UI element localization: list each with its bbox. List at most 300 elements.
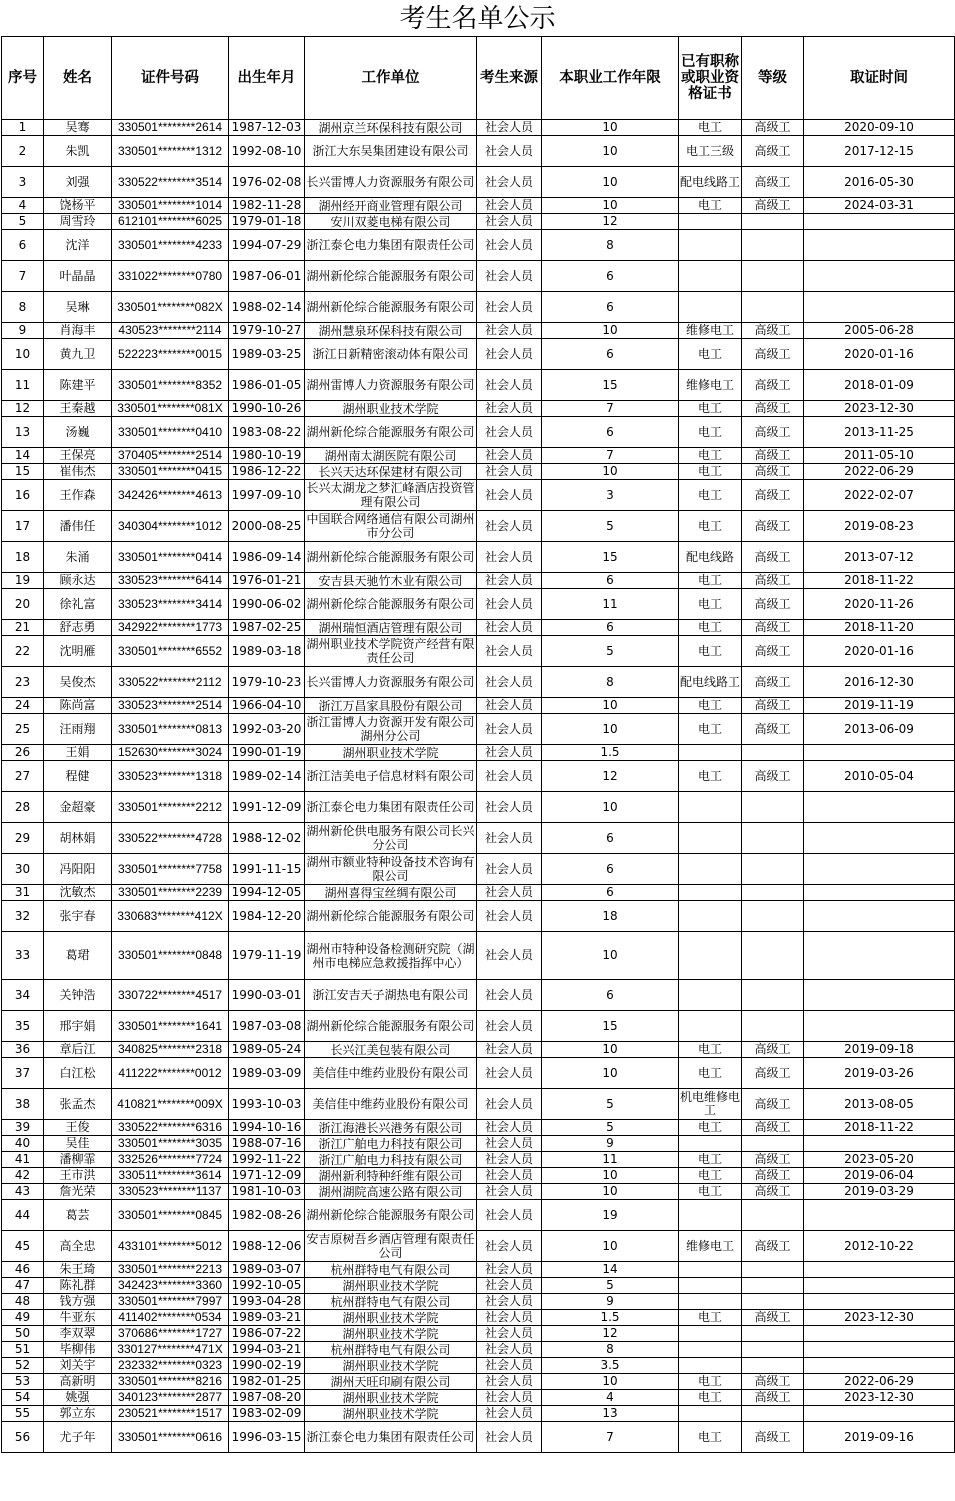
level-cell: 高级工 bbox=[742, 417, 804, 448]
id-number-cell: 230521********1517 bbox=[112, 1406, 229, 1422]
name-cell: 顾永达 bbox=[44, 573, 112, 589]
row-number: 22 bbox=[2, 636, 44, 667]
cert-date-cell bbox=[804, 901, 955, 932]
certificate-cell bbox=[679, 230, 742, 261]
source-cell: 社会人员 bbox=[477, 1089, 542, 1120]
name-cell: 郭立东 bbox=[44, 1406, 112, 1422]
certificate-cell: 电工 bbox=[679, 1058, 742, 1089]
name-cell: 吴佳 bbox=[44, 1136, 112, 1152]
certificate-cell: 电工 bbox=[679, 198, 742, 214]
work-years-cell: 6 bbox=[542, 261, 679, 292]
level-cell bbox=[742, 854, 804, 885]
name-cell: 吴俊杰 bbox=[44, 667, 112, 698]
level-cell bbox=[742, 901, 804, 932]
row-number: 20 bbox=[2, 589, 44, 620]
birth-date-cell: 1976-01-21 bbox=[229, 573, 305, 589]
work-years-cell: 13 bbox=[542, 1406, 679, 1422]
id-number-cell: 330501********4233 bbox=[112, 230, 229, 261]
work-unit-cell: 湖州新伦综合能源服务有限公司 bbox=[305, 1011, 477, 1042]
birth-date-cell: 1990-06-02 bbox=[229, 589, 305, 620]
work-years-cell: 1.5 bbox=[542, 745, 679, 761]
cert-date-cell: 2023-12-30 bbox=[804, 1310, 955, 1326]
birth-date-cell: 1989-03-21 bbox=[229, 1310, 305, 1326]
id-number-cell: 330722********4517 bbox=[112, 980, 229, 1011]
row-number: 7 bbox=[2, 261, 44, 292]
id-number-cell: 522223********0015 bbox=[112, 339, 229, 370]
birth-date-cell: 1992-11-22 bbox=[229, 1152, 305, 1168]
certificate-cell: 电工 bbox=[679, 1152, 742, 1168]
name-cell: 王俊 bbox=[44, 1120, 112, 1136]
table-row bbox=[2, 636, 955, 667]
name-cell: 王秦越 bbox=[44, 401, 112, 417]
level-cell bbox=[742, 745, 804, 761]
level-cell: 高级工 bbox=[742, 636, 804, 667]
row-number: 54 bbox=[2, 1390, 44, 1406]
table-row bbox=[2, 1184, 955, 1200]
work-years-cell: 10 bbox=[542, 714, 679, 745]
row-number: 38 bbox=[2, 1089, 44, 1120]
work-unit-cell: 长兴雷博人力资源服务有限公司 bbox=[305, 167, 477, 198]
row-number: 21 bbox=[2, 620, 44, 636]
certificate-cell: 电工 bbox=[679, 480, 742, 511]
id-number-cell: 433101********5012 bbox=[112, 1231, 229, 1262]
work-unit-cell: 湖州职业技术学院 bbox=[305, 1390, 477, 1406]
work-unit-cell: 浙江广舶电力科技有限公司 bbox=[305, 1152, 477, 1168]
source-cell: 社会人员 bbox=[477, 1342, 542, 1358]
row-number: 55 bbox=[2, 1406, 44, 1422]
work-unit-cell: 湖州职业技术学院 bbox=[305, 1358, 477, 1374]
level-cell: 高级工 bbox=[742, 1089, 804, 1120]
work-unit-cell: 湖州职业技术学院 bbox=[305, 1326, 477, 1342]
name-cell: 刘关宇 bbox=[44, 1358, 112, 1374]
table-row bbox=[2, 589, 955, 620]
id-number-cell: 342423********3360 bbox=[112, 1278, 229, 1294]
row-number: 48 bbox=[2, 1294, 44, 1310]
source-cell: 社会人员 bbox=[477, 714, 542, 745]
work-unit-cell: 湖州新利特种纤维有限公司 bbox=[305, 1168, 477, 1184]
birth-date-cell: 1979-01-18 bbox=[229, 214, 305, 230]
cert-date-cell bbox=[804, 1326, 955, 1342]
cert-date-cell: 2020-01-16 bbox=[804, 339, 955, 370]
id-number-cell: 330501********0415 bbox=[112, 464, 229, 480]
id-number-cell: 430523********2114 bbox=[112, 323, 229, 339]
work-unit-cell: 湖州职业技术学院 bbox=[305, 401, 477, 417]
work-unit-cell: 中国联合网络通信有限公司湖州市分公司 bbox=[306, 512, 475, 540]
name-cell: 高全忠 bbox=[44, 1231, 112, 1262]
id-number-cell: 330501********8352 bbox=[112, 370, 229, 401]
work-unit-cell: 长兴天达环保建材有限公司 bbox=[305, 464, 477, 480]
name-cell: 吴骞 bbox=[44, 120, 112, 136]
cert-date-cell: 2022-06-29 bbox=[804, 464, 955, 480]
row-number: 56 bbox=[2, 1422, 44, 1453]
source-cell: 社会人员 bbox=[477, 1278, 542, 1294]
name-cell: 王娟 bbox=[44, 745, 112, 761]
id-number-cell: 330501********0616 bbox=[112, 1422, 229, 1453]
name-cell: 周雪玲 bbox=[44, 214, 112, 230]
level-cell bbox=[742, 1326, 804, 1342]
work-years-cell: 10 bbox=[542, 1374, 679, 1390]
birth-date-cell: 1981-10-03 bbox=[229, 1184, 305, 1200]
table-row bbox=[2, 620, 955, 636]
source-cell: 社会人员 bbox=[477, 480, 542, 511]
table-row bbox=[2, 401, 955, 417]
table-row bbox=[2, 464, 955, 480]
work-unit-cell: 安吉县天驰竹木业有限公司 bbox=[305, 573, 477, 589]
work-years-cell: 6 bbox=[542, 620, 679, 636]
table-row bbox=[2, 1136, 955, 1152]
source-cell: 社会人员 bbox=[477, 230, 542, 261]
certificate-cell bbox=[679, 1358, 742, 1374]
birth-date-cell: 1994-10-16 bbox=[229, 1120, 305, 1136]
id-number-cell: 330501********3035 bbox=[112, 1136, 229, 1152]
source-cell: 社会人员 bbox=[477, 932, 542, 980]
birth-date-cell: 1992-10-05 bbox=[229, 1278, 305, 1294]
table-row bbox=[2, 323, 955, 339]
work-unit-cell: 浙江泰仑电力集团有限责任公司 bbox=[305, 792, 477, 823]
row-number: 49 bbox=[2, 1310, 44, 1326]
birth-date-cell: 1988-12-02 bbox=[229, 823, 305, 854]
work-unit-cell: 安吉原树吾乡酒店管理有限责任公司 bbox=[306, 1232, 475, 1260]
level-cell: 高级工 bbox=[742, 1168, 804, 1184]
certificate-cell bbox=[679, 901, 742, 932]
level-cell: 高级工 bbox=[742, 480, 804, 511]
source-cell: 社会人员 bbox=[477, 1294, 542, 1310]
level-cell bbox=[742, 1358, 804, 1374]
work-unit-cell: 湖州新伦综合能源服务有限公司 bbox=[305, 417, 477, 448]
work-years-cell: 10 bbox=[542, 1168, 679, 1184]
cert-date-cell bbox=[804, 854, 955, 885]
work-unit-cell: 湖州南太湖医院有限公司 bbox=[305, 448, 477, 464]
work-unit-cell: 湖州职业技术学院 bbox=[305, 1406, 477, 1422]
level-cell bbox=[742, 1200, 804, 1231]
cert-date-cell bbox=[804, 1278, 955, 1294]
cert-date-cell: 2024-03-31 bbox=[804, 198, 955, 214]
source-cell: 社会人员 bbox=[477, 636, 542, 667]
work-years-cell: 9 bbox=[542, 1294, 679, 1310]
name-cell: 王保亮 bbox=[44, 448, 112, 464]
row-number: 30 bbox=[2, 854, 44, 885]
work-unit-cell: 湖州新伦综合能源服务有限公司 bbox=[305, 292, 477, 323]
level-cell: 高级工 bbox=[742, 339, 804, 370]
work-years-cell: 5 bbox=[542, 511, 679, 542]
id-number-cell: 410821********009X bbox=[112, 1089, 229, 1120]
name-cell: 姚强 bbox=[44, 1390, 112, 1406]
certificate-cell: 配电线路工 bbox=[679, 667, 742, 698]
certificate-cell: 电工 bbox=[679, 1184, 742, 1200]
work-years-cell: 7 bbox=[542, 448, 679, 464]
work-years-cell: 10 bbox=[542, 932, 679, 980]
source-cell: 社会人员 bbox=[477, 1422, 542, 1453]
table-row bbox=[2, 480, 955, 511]
source-cell: 社会人员 bbox=[477, 1011, 542, 1042]
certificate-cell bbox=[679, 1278, 742, 1294]
birth-date-cell: 1983-02-09 bbox=[229, 1406, 305, 1422]
name-cell: 陈建平 bbox=[44, 370, 112, 401]
work-unit-cell: 湖州职业技术学院 bbox=[305, 745, 477, 761]
level-cell bbox=[742, 261, 804, 292]
work-unit-cell: 长兴雷博人力资源服务有限公司 bbox=[305, 667, 477, 698]
source-cell: 社会人员 bbox=[477, 761, 542, 792]
header-cell: 本职业工作年限 bbox=[542, 37, 679, 120]
cert-date-cell: 2022-06-29 bbox=[804, 1374, 955, 1390]
birth-date-cell: 1990-03-01 bbox=[229, 980, 305, 1011]
work-unit-cell: 浙江万昌家具股份有限公司 bbox=[305, 698, 477, 714]
cert-date-cell bbox=[804, 261, 955, 292]
row-number: 19 bbox=[2, 573, 44, 589]
row-number: 45 bbox=[2, 1231, 44, 1262]
name-cell: 舒志勇 bbox=[44, 620, 112, 636]
id-number-cell: 342922********1773 bbox=[112, 620, 229, 636]
name-cell: 汪雨翔 bbox=[44, 714, 112, 745]
table-row bbox=[2, 854, 955, 885]
certificate-cell: 维修电工 bbox=[679, 1231, 742, 1262]
source-cell: 社会人员 bbox=[477, 667, 542, 698]
level-cell bbox=[742, 1278, 804, 1294]
work-unit-cell: 浙江安吉天子湖热电有限公司 bbox=[305, 980, 477, 1011]
certificate-cell: 维修电工 bbox=[679, 370, 742, 401]
table-row bbox=[2, 1278, 955, 1294]
name-cell: 冯阳阳 bbox=[44, 854, 112, 885]
id-number-cell: 332526********7724 bbox=[112, 1152, 229, 1168]
cert-date-cell bbox=[804, 230, 955, 261]
id-number-cell: 232332********0323 bbox=[112, 1358, 229, 1374]
name-cell: 关钟浩 bbox=[44, 980, 112, 1011]
cert-date-cell bbox=[804, 1358, 955, 1374]
birth-date-cell: 1997-09-10 bbox=[229, 480, 305, 511]
certificate-cell bbox=[679, 1326, 742, 1342]
certificate-cell: 电工 bbox=[679, 698, 742, 714]
id-number-cell: 370686********1727 bbox=[112, 1326, 229, 1342]
row-number: 41 bbox=[2, 1152, 44, 1168]
source-cell: 社会人员 bbox=[477, 198, 542, 214]
id-number-cell: 340825********2318 bbox=[112, 1042, 229, 1058]
work-unit-cell: 浙江泰仑电力集团有限责任公司 bbox=[305, 230, 477, 261]
birth-date-cell: 1980-10-19 bbox=[229, 448, 305, 464]
table-row bbox=[2, 120, 955, 136]
cert-date-cell bbox=[804, 1200, 955, 1231]
work-unit-cell: 浙江洁美电子信息材料有限公司 bbox=[305, 761, 477, 792]
cert-date-cell: 2020-01-16 bbox=[804, 636, 955, 667]
id-number-cell: 330523********6414 bbox=[112, 573, 229, 589]
row-number: 15 bbox=[2, 464, 44, 480]
source-cell: 社会人员 bbox=[477, 370, 542, 401]
birth-date-cell: 1982-11-28 bbox=[229, 198, 305, 214]
source-cell: 社会人员 bbox=[477, 980, 542, 1011]
cert-date-cell bbox=[804, 932, 955, 980]
id-number-cell: 330501********7758 bbox=[112, 854, 229, 885]
source-cell: 社会人员 bbox=[477, 120, 542, 136]
id-number-cell: 330501********2212 bbox=[112, 792, 229, 823]
birth-date-cell: 1989-03-09 bbox=[229, 1058, 305, 1089]
id-number-cell: 330501********0848 bbox=[112, 932, 229, 980]
source-cell: 社会人员 bbox=[477, 854, 542, 885]
level-cell: 高级工 bbox=[742, 1120, 804, 1136]
birth-date-cell: 1994-03-21 bbox=[229, 1342, 305, 1358]
level-cell: 高级工 bbox=[742, 120, 804, 136]
work-years-cell: 15 bbox=[542, 542, 679, 573]
certificate-cell bbox=[679, 823, 742, 854]
cert-date-cell: 2017-12-15 bbox=[804, 136, 955, 167]
certificate-cell: 电工 bbox=[679, 1120, 742, 1136]
id-number-cell: 330501********6552 bbox=[112, 636, 229, 667]
table-row bbox=[2, 542, 955, 573]
work-unit-cell: 湖州新伦综合能源服务有限公司 bbox=[305, 542, 477, 573]
birth-date-cell: 1993-04-28 bbox=[229, 1294, 305, 1310]
table-row bbox=[2, 1342, 955, 1358]
name-cell: 章后江 bbox=[44, 1042, 112, 1058]
name-cell: 邢宇娟 bbox=[44, 1011, 112, 1042]
work-unit-cell: 湖州天旺印刷有限公司 bbox=[305, 1374, 477, 1390]
source-cell: 社会人员 bbox=[477, 1168, 542, 1184]
id-number-cell: 330501********0813 bbox=[112, 714, 229, 745]
level-cell: 高级工 bbox=[742, 1152, 804, 1168]
work-years-cell: 10 bbox=[542, 1184, 679, 1200]
work-unit-cell: 杭州群特电气有限公司 bbox=[305, 1294, 477, 1310]
level-cell: 高级工 bbox=[742, 620, 804, 636]
source-cell: 社会人员 bbox=[477, 1042, 542, 1058]
source-cell: 社会人员 bbox=[477, 167, 542, 198]
work-years-cell: 10 bbox=[542, 167, 679, 198]
level-cell: 高级工 bbox=[742, 761, 804, 792]
table-row bbox=[2, 1294, 955, 1310]
level-cell: 高级工 bbox=[742, 1374, 804, 1390]
id-number-cell: 330501********0845 bbox=[112, 1200, 229, 1231]
table-row bbox=[2, 714, 955, 745]
level-cell: 高级工 bbox=[742, 370, 804, 401]
source-cell: 社会人员 bbox=[477, 885, 542, 901]
work-years-cell: 5 bbox=[542, 636, 679, 667]
birth-date-cell: 1979-10-27 bbox=[229, 323, 305, 339]
header-cell: 取证时间 bbox=[804, 37, 955, 120]
table-row bbox=[2, 230, 955, 261]
row-number: 16 bbox=[2, 480, 44, 511]
source-cell: 社会人员 bbox=[477, 448, 542, 464]
work-unit-cell: 浙江雷博人力资源开发有限公司湖州分公司 bbox=[306, 715, 475, 743]
work-years-cell: 6 bbox=[542, 885, 679, 901]
row-number: 11 bbox=[2, 370, 44, 401]
birth-date-cell: 1991-12-09 bbox=[229, 792, 305, 823]
cert-date-cell: 2019-03-29 bbox=[804, 1184, 955, 1200]
name-cell: 毕柳伟 bbox=[44, 1342, 112, 1358]
level-cell: 高级工 bbox=[742, 1058, 804, 1089]
table-row bbox=[2, 198, 955, 214]
certificate-cell: 维修电工 bbox=[679, 323, 742, 339]
cert-date-cell bbox=[804, 1406, 955, 1422]
level-cell bbox=[742, 1406, 804, 1422]
work-years-cell: 3 bbox=[542, 480, 679, 511]
row-number: 27 bbox=[2, 761, 44, 792]
cert-date-cell: 2013-06-09 bbox=[804, 714, 955, 745]
source-cell: 社会人员 bbox=[477, 136, 542, 167]
level-cell: 高级工 bbox=[742, 698, 804, 714]
id-number-cell: 330501********1312 bbox=[112, 136, 229, 167]
row-number: 28 bbox=[2, 792, 44, 823]
certificate-cell: 电工 bbox=[679, 1310, 742, 1326]
cert-date-cell: 2019-08-23 bbox=[804, 511, 955, 542]
work-years-cell: 10 bbox=[542, 323, 679, 339]
cert-date-cell: 2010-05-04 bbox=[804, 761, 955, 792]
cert-date-cell: 2016-12-30 bbox=[804, 667, 955, 698]
table-row bbox=[2, 1374, 955, 1390]
certificate-cell: 电工 bbox=[679, 1042, 742, 1058]
table-row bbox=[2, 292, 955, 323]
name-cell: 沈洋 bbox=[44, 230, 112, 261]
birth-date-cell: 1988-12-06 bbox=[229, 1231, 305, 1262]
id-number-cell: 330501********081X bbox=[112, 401, 229, 417]
header-cell: 姓名 bbox=[44, 37, 112, 120]
row-number: 26 bbox=[2, 745, 44, 761]
table-row bbox=[2, 932, 955, 980]
id-number-cell: 330501********082X bbox=[112, 292, 229, 323]
id-number-cell: 330522********6316 bbox=[112, 1120, 229, 1136]
id-number-cell: 330501********1641 bbox=[112, 1011, 229, 1042]
work-years-cell: 11 bbox=[542, 1152, 679, 1168]
row-number: 39 bbox=[2, 1120, 44, 1136]
table-row bbox=[2, 136, 955, 167]
level-cell bbox=[742, 885, 804, 901]
table-row bbox=[2, 901, 955, 932]
work-unit-cell: 浙江海港长兴港务有限公司 bbox=[305, 1120, 477, 1136]
id-number-cell: 330683********412X bbox=[112, 901, 229, 932]
birth-date-cell: 1996-03-15 bbox=[229, 1422, 305, 1453]
cert-date-cell: 2023-05-20 bbox=[804, 1152, 955, 1168]
birth-date-cell: 1992-03-20 bbox=[229, 714, 305, 745]
id-number-cell: 331022********0780 bbox=[112, 261, 229, 292]
name-cell: 金超豪 bbox=[44, 792, 112, 823]
cert-date-cell: 2018-11-22 bbox=[804, 1120, 955, 1136]
name-cell: 王市洪 bbox=[44, 1168, 112, 1184]
birth-date-cell: 2000-08-25 bbox=[229, 511, 305, 542]
work-unit-cell: 湖州瑞恒酒店管理有限公司 bbox=[305, 620, 477, 636]
name-cell: 潘柳霏 bbox=[44, 1152, 112, 1168]
header-cell: 考生来源 bbox=[477, 37, 542, 120]
certificate-cell: 电工 bbox=[679, 511, 742, 542]
source-cell: 社会人员 bbox=[477, 1184, 542, 1200]
row-number: 31 bbox=[2, 885, 44, 901]
work-years-cell: 10 bbox=[542, 120, 679, 136]
certificate-cell: 电工 bbox=[679, 636, 742, 667]
row-number: 24 bbox=[2, 698, 44, 714]
table-row bbox=[2, 1200, 955, 1231]
work-unit-cell: 湖州新伦供电服务有限公司长兴分公司 bbox=[306, 824, 475, 852]
row-number: 46 bbox=[2, 1262, 44, 1278]
work-years-cell: 12 bbox=[542, 214, 679, 230]
candidate-table bbox=[1, 36, 955, 1453]
work-unit-cell: 长兴江美包装有限公司 bbox=[305, 1042, 477, 1058]
id-number-cell: 330522********3514 bbox=[112, 167, 229, 198]
name-cell: 王作森 bbox=[44, 480, 112, 511]
source-cell: 社会人员 bbox=[477, 745, 542, 761]
header-cell: 证件号码 bbox=[112, 37, 229, 120]
cert-date-cell bbox=[804, 745, 955, 761]
work-unit-cell: 湖州市特种设备检测研究院（湖州市电梯应急救援指挥中心） bbox=[305, 932, 477, 980]
table-row bbox=[2, 823, 955, 854]
table-row bbox=[2, 698, 955, 714]
work-unit-cell: 湖州职业技术学院 bbox=[305, 1310, 477, 1326]
birth-date-cell: 1986-09-14 bbox=[229, 542, 305, 573]
level-cell bbox=[742, 1342, 804, 1358]
cert-date-cell: 2019-11-19 bbox=[804, 698, 955, 714]
level-cell bbox=[742, 292, 804, 323]
id-number-cell: 330501********0414 bbox=[112, 542, 229, 573]
source-cell: 社会人员 bbox=[477, 401, 542, 417]
birth-date-cell: 1990-10-26 bbox=[229, 401, 305, 417]
table-row bbox=[2, 1326, 955, 1342]
certificate-cell: 电工 bbox=[679, 1168, 742, 1184]
id-number-cell: 152630********3024 bbox=[112, 745, 229, 761]
certificate-cell: 电工 bbox=[679, 417, 742, 448]
row-number: 50 bbox=[2, 1326, 44, 1342]
